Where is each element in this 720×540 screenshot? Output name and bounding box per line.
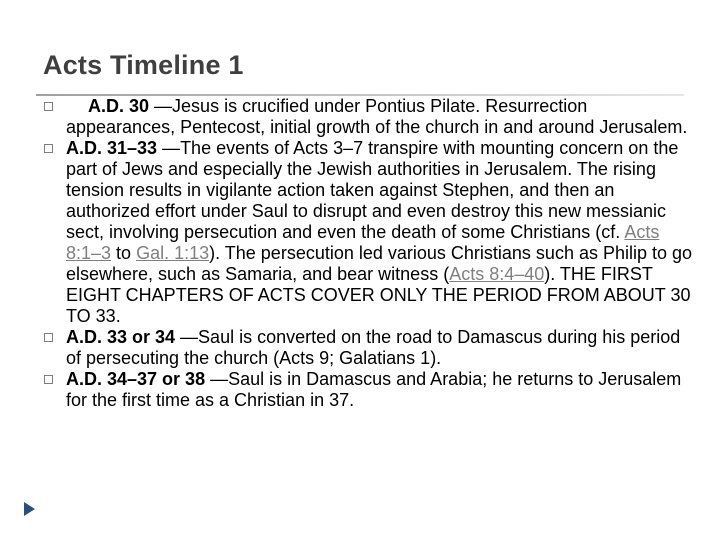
- bullet-item-ad31-33: [44, 138, 694, 327]
- bullet-item-ad33-34: [44, 327, 694, 369]
- link-acts-8-4-40[interactable]: Acts 8:4–40: [449, 264, 545, 284]
- bullet-text: —The events of Acts 3–7 transpire with mounting concern on the part of Jews and especially the Jewish authorities in Jerusalem. The rising tension results in vigilante action taken against Stephen, and then an authorized effort under Saul to disrupt and even destroy this new messianic sect, involving persecution and even the death of some Christians (cf.: [66, 138, 679, 242]
- slide-title: Acts Timeline 1: [43, 50, 244, 80]
- bullet-list: [44, 96, 694, 411]
- bullet-date: A.D. 33 or 34: [66, 327, 176, 347]
- link-acts-8-1-3[interactable]: Acts 8:1–3: [66, 222, 660, 263]
- bullet-text: ). THE FIRST EIGHT CHAPTERS OF ACTS COVER ONLY THE PERIOD FROM ABOUT 30 TO 33.: [66, 264, 691, 326]
- bullet-date: A.D. 30: [88, 96, 150, 116]
- bullet-text: to: [111, 243, 137, 263]
- next-slide-arrow-icon[interactable]: [24, 502, 35, 516]
- bullet-date: A.D. 31–33: [66, 138, 158, 158]
- bullet-text: ). The persecution led various Christians such as Philip to go elsewhere, such as Samaria, and bear witness (: [66, 243, 693, 284]
- square-bullet-icon: [44, 102, 53, 111]
- bullet-text: —Saul is in Damascus and Arabia; he returns to Jerusalem for the first time as a Christian in 37.: [66, 369, 682, 410]
- square-bullet-icon: [44, 375, 53, 384]
- bullet-item-ad34-38: [44, 369, 694, 411]
- square-bullet-icon: [44, 144, 53, 153]
- link-gal-1-13[interactable]: Gal. 1:13: [136, 243, 210, 263]
- bullet-text: —Jesus is crucified under Pontius Pilate. Resurrection appearances, Pentecost, initial growth of the church in and around Jerusalem.: [66, 96, 688, 137]
- bullet-date: A.D. 34–37 or 38: [66, 369, 206, 389]
- bullet-item-ad30: [44, 96, 694, 138]
- square-bullet-icon: [44, 333, 53, 342]
- bullet-text: —Saul is converted on the road to Damascus during his period of persecuting the church (Acts 9; Galatians 1).: [66, 327, 681, 368]
